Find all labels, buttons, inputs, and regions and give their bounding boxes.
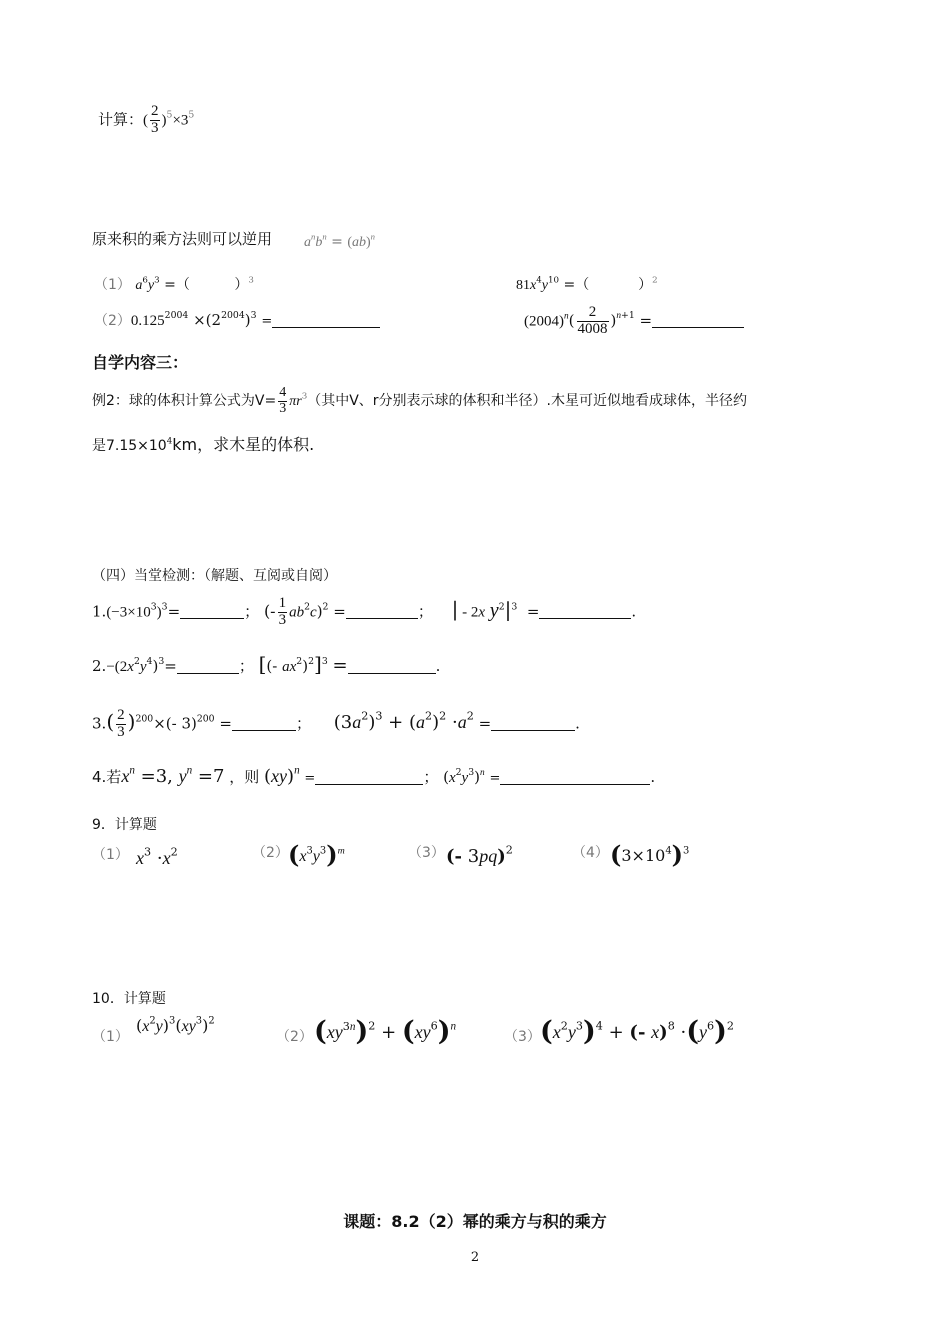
q9-item-3-label: （3） xyxy=(408,845,445,861)
section-4-title: （四）当堂检测：（解题、互阅或自阅） xyxy=(92,568,337,584)
exercise-1-right: $81x^4y^{10}$ =（ ）$^2$ xyxy=(516,275,658,293)
answer-blank[interactable] xyxy=(500,783,650,785)
answer-blank[interactable] xyxy=(652,326,744,328)
page-number: 2 xyxy=(470,1250,480,1265)
answer-blank[interactable] xyxy=(346,617,418,619)
calc-fraction: $\frac{2}{3}$ xyxy=(151,103,159,136)
ex2-fraction: $\frac{2}{4008}$ xyxy=(577,304,608,337)
exercise-1-left: （1） $a^6y^3$ =（ ）$^3$ xyxy=(94,275,254,293)
example-2-fraction: $\frac{4}{3}$ xyxy=(279,385,287,416)
question-3: 3.( $\frac{2}{3}$ )$^{200}$×(- 3)$^{200}$ = ； $(3a^2)^3 + (a^2)^2 \cdot a^2$ = . xyxy=(92,707,580,740)
answer-blank[interactable] xyxy=(491,729,575,731)
answer-blank[interactable] xyxy=(272,326,380,328)
reverse-rule-formula: $a^nb^n = (ab)^n$ xyxy=(304,231,376,250)
question-9-title: 9．计算题 xyxy=(92,817,157,833)
answer-blank[interactable] xyxy=(232,729,296,731)
q9-item-1-expr: $x^3 \cdot x^2$ xyxy=(136,845,178,869)
q9-item-3-expr: (- 3pq)$^2$ xyxy=(446,843,513,867)
q9-item-4-label: （4） xyxy=(572,845,609,861)
q10-item-2-expr: $(xy^{3n})^2 + (xy^6)^n$ xyxy=(314,1016,457,1047)
q10-item-1-expr: $(x^2y)^3(xy^3)^2$ xyxy=(136,1015,215,1035)
question-10-title: 10．计算题 xyxy=(92,991,166,1007)
exercise-2-left: $(2)0.125^{2004} \times(2^{2004})^3$ = xyxy=(94,310,380,330)
example-2-line2: 是$7.15\times 10^4km$，求木星的体积. xyxy=(92,435,315,454)
q9-item-4-expr: $(3\times 10^4)^3$ xyxy=(610,840,690,869)
q9-item-2-label: （2） xyxy=(252,845,289,861)
section-3-title: 自学内容三： xyxy=(92,353,189,372)
q10-item-3-expr: $(x^2y^3)^4$ + (- $x)^8 \cdot(y^6)^2$ xyxy=(540,1016,735,1047)
footer-title: 课题：8.2（2）幂的乘方与积的乘方 xyxy=(343,1212,607,1231)
answer-blank[interactable] xyxy=(315,783,423,785)
q10-item-2-label: （2） xyxy=(276,1029,313,1045)
example-2-line1: 例2：球的体积计算公式为V= $\frac{4}{3}$ $\pi r^3$（其中V、r分别表示球的体积和半径）.木星可近似地看成球体，半径约 xyxy=(92,385,748,416)
question-4: 4.若$x^n =3$, $y^n =7$ ，则 (xy)$^n$ = ； $(x^2y^3)^n$ = . xyxy=(92,764,656,787)
q10-item-1-label: （1） xyxy=(92,1029,129,1045)
answer-blank[interactable] xyxy=(348,672,436,674)
q9-item-2-expr: $(x^3y^3)^m$ xyxy=(288,840,345,869)
question-2: $2.-(2x^2y^4)^3=$ ； [(- $ax^2)^2]^3$ = . xyxy=(92,652,441,676)
q10-item-3-label: （3） xyxy=(504,1029,541,1045)
answer-blank[interactable] xyxy=(177,672,239,674)
exercise-2-right: $(2004)^n$( $\frac{2}{4008}$ )$^{n+1}$ = xyxy=(524,305,744,338)
reverse-rule-text: 原来积的乘方法则可以逆用 xyxy=(92,230,273,248)
answer-blank[interactable] xyxy=(539,617,631,619)
calc-label: 计算： xyxy=(98,110,144,129)
calc-exercise: 计算：( $\frac{2}{3}$ )$^5\times 3^5$ xyxy=(98,103,195,136)
answer-blank[interactable] xyxy=(180,617,244,619)
q9-item-1-label: （1） xyxy=(92,847,129,863)
question-1: $1.(-3\times 10^3)^3=$ ； (- $\frac{1}{3}$ $ab^2c)^2$ = ； | - 2x $y^2|^3$ = . xyxy=(92,595,637,628)
